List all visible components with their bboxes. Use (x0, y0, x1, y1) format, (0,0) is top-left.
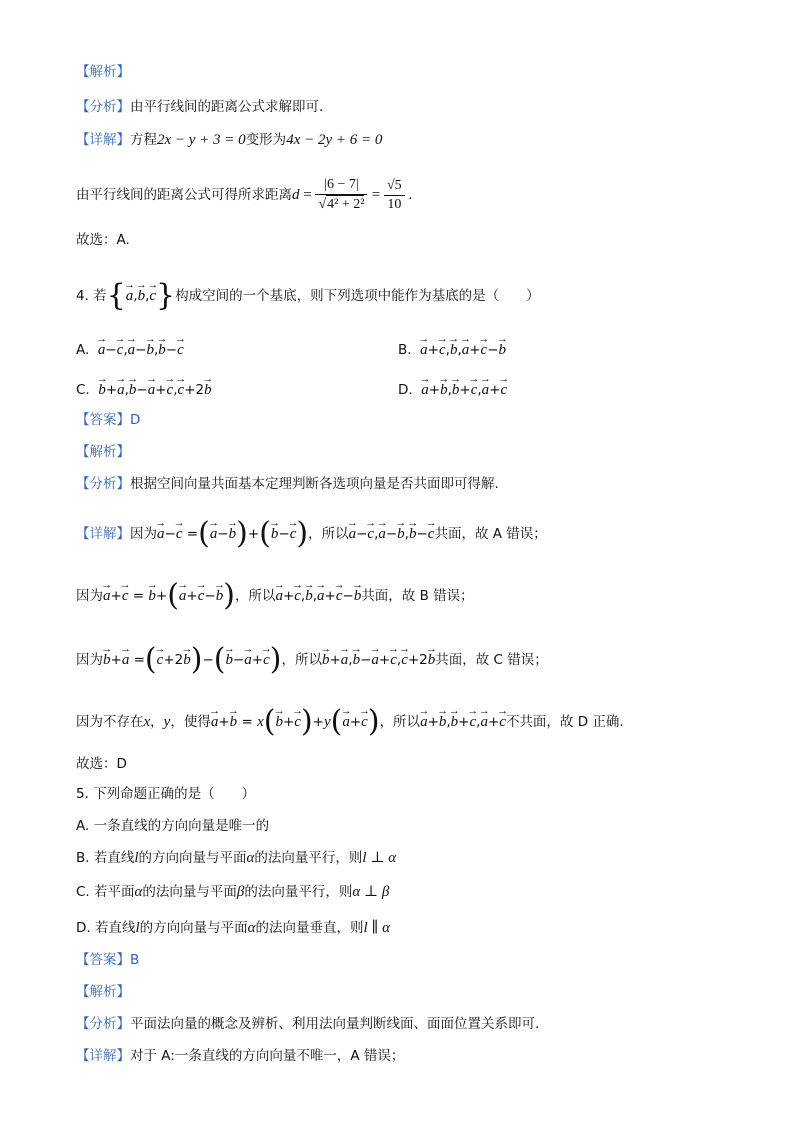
distance-fraction: $\frac{|6 - 7|}{\text{√4² + 2²}}$ (315, 176, 367, 214)
q4-option-c: C. → b+→ a,→ b−→ a+→ c,→ c+2→ b (76, 374, 212, 400)
q4-stem: 4. 若{→ a,→ b,→ c}构成空间的一个基底，则下列选项中能作为基底的是（ ） (76, 280, 540, 306)
q3-detail: 【详解】方程2x − y + 3 = 0变形为4x − 2y + 6 = 0 (76, 132, 383, 148)
q4-detail-c: 因为→ b+→ a =(→ c+2→ b)−(→ b−→ a+→ c)，所以→ b+→ a,→ b−→ a+→ c,→ c+2→ b共面，故 C 错误； (76, 644, 548, 670)
q5-option-c: C. 若平面α的法向量与平面β的法向量平行，则α ⊥ β (76, 884, 390, 900)
q3-jiexi-heading: 【解析】 (76, 64, 130, 80)
q4-detail-b: 因为→ a+→ c = → b+(→ a+→ c−→ b)，所以→ a+→ c,→ b,→ a+→ c−→ b共面，故 B 错误； (76, 580, 474, 606)
q5-option-d: D. 若直线l的方向向量与平面α的法向量垂直，则l ∥ α (76, 920, 391, 936)
q4-option-b: B. → a+→ c,→ b,→ a+→ c−→ b (398, 334, 506, 360)
q5-option-a: A. 一条直线的方向向量是唯一的 (76, 818, 270, 834)
q3-choose: 故选：A. (76, 232, 130, 248)
q4-option-a: A. → a−→ c,→ a−→ b,→ b−→ c (76, 334, 184, 360)
q4-choose: 故选：D (76, 756, 127, 772)
result-fraction: $\frac{√5}{10}$ (384, 177, 405, 214)
q3-analysis: 【分析】由平行线间的距离公式求解即可. (76, 99, 324, 115)
q5-option-b: B. 若直线l的方向向量与平面α的法向量平行，则l ⊥ α (76, 850, 397, 866)
q4-detail-a: 【详解】因为→ a−→ c =(→ a−→ b)+(→ b−→ c)，所以→ a−→ c,→ a−→ b,→ b−→ c共面，故 A 错误； (76, 518, 547, 544)
q5-analysis: 【分析】平面法向量的概念及辨析、利用法向量判断线面、面面位置关系即可. (76, 1016, 540, 1032)
q5-stem: 5. 下列命题正确的是（ ） (76, 786, 256, 802)
q5-answer: 【答案】B (76, 952, 140, 968)
q3-distance: 由平行线间的距离公式可得所求距离d = $\frac{|6 - 7|}{\text{√4² + 2²}}$ = $\frac{√5}{10}$ . (76, 177, 413, 212)
q4-jiexi-heading: 【解析】 (76, 444, 130, 460)
q4-detail-d: 因为不存在x，y，使得→ a+→ b = x(→ b+→ c)+y(→ a+→ c)，所以→ a+→ b,→ b+→ c,→ a+→ c不共面，故 D 正确. (76, 706, 624, 732)
q4-analysis: 【分析】根据空间向量共面基本定理判断各选项向量是否共面即可得解. (76, 476, 499, 492)
q5-detail: 【详解】对于 A:一条直线的方向向量不唯一，A 错误； (76, 1048, 405, 1064)
q4-answer: 【答案】D (76, 412, 141, 428)
q4-option-d: D. → a+→ b,→ b+→ c,→ a+→ c (398, 374, 507, 400)
q5-jiexi-heading: 【解析】 (76, 984, 130, 1000)
